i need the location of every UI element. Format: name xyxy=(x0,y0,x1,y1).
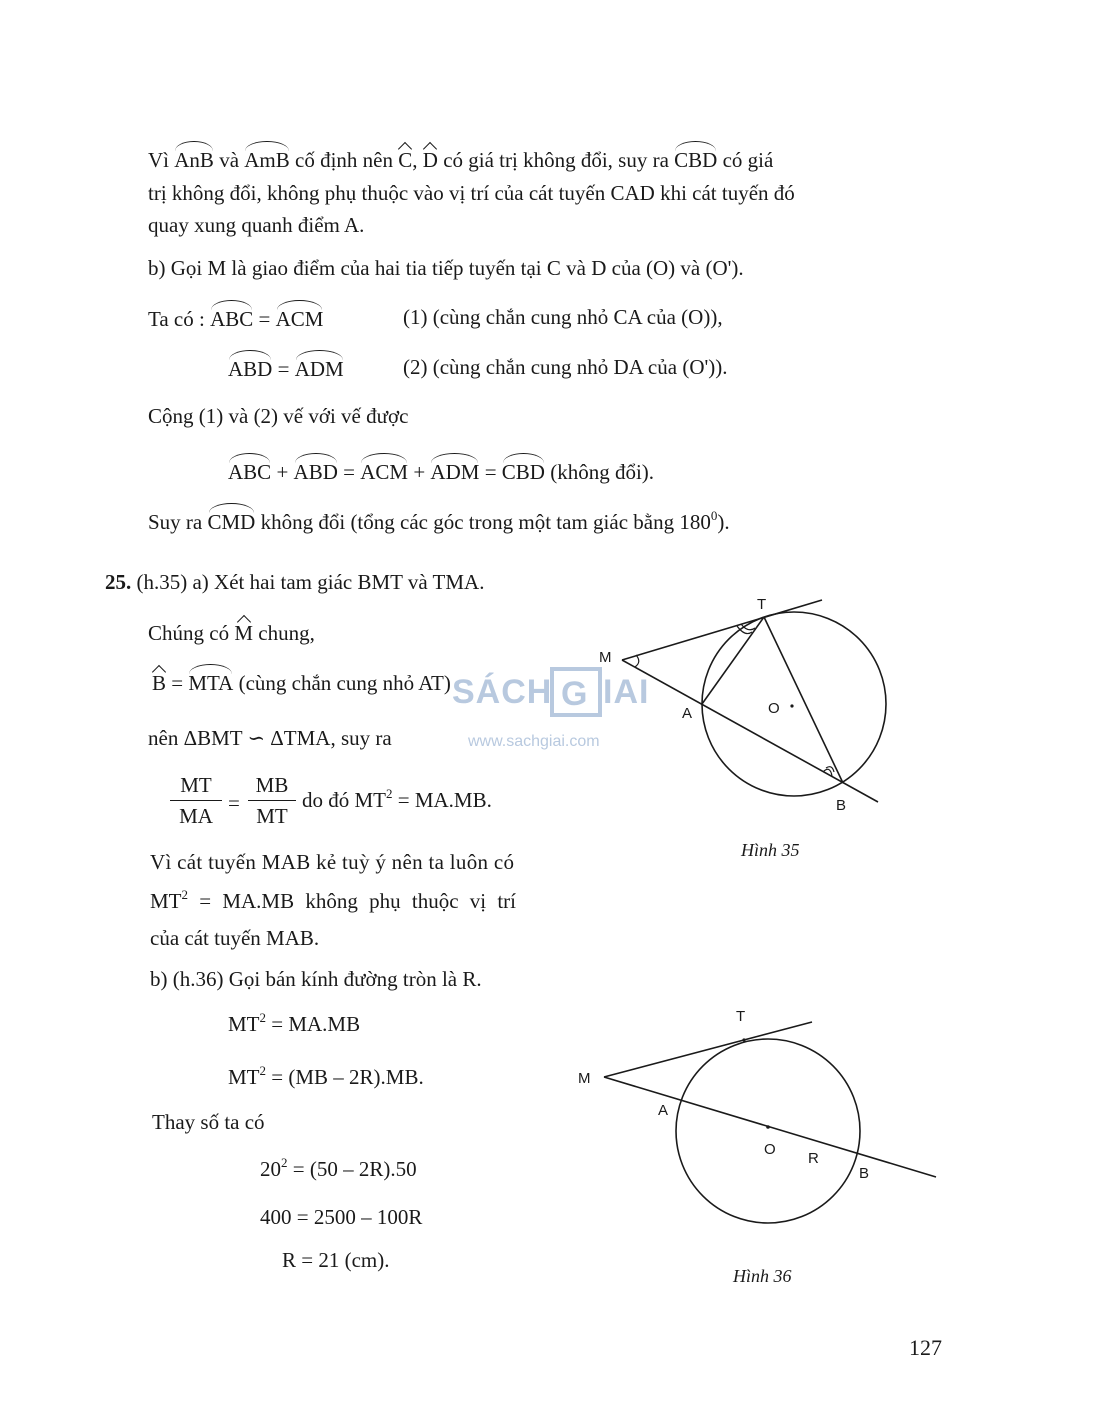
arc-notation: CBD xyxy=(502,453,545,485)
angle-notation: C xyxy=(398,141,412,173)
label-a: A xyxy=(682,705,693,722)
circle-o xyxy=(676,1039,860,1223)
arc-notation: ACM xyxy=(276,300,324,332)
label-o: O xyxy=(764,1141,776,1158)
equation-line: R = 21 (cm). xyxy=(282,1248,390,1272)
arc-notation: CMD xyxy=(208,503,256,535)
secant-line xyxy=(604,1077,936,1177)
arc-notation: ACM xyxy=(360,453,408,485)
arc-notation: ABC xyxy=(210,300,253,332)
text-line: Thay số ta có xyxy=(152,1110,265,1134)
page-number: 127 xyxy=(909,1335,942,1360)
equation-line: $MT^2 = MA.MB$ xyxy=(228,1010,361,1036)
arc-notation: ABD xyxy=(228,350,272,382)
tangent-line xyxy=(622,600,822,660)
arc-notation: ABD xyxy=(294,453,338,485)
label-r: R xyxy=(808,1150,819,1167)
text-line: của cát tuyến MAB. xyxy=(150,926,320,950)
arc-notation: MTA xyxy=(188,664,233,696)
text-line: Cộng (1) và (2) vế với vế được xyxy=(148,404,409,428)
arc-notation: AmB xyxy=(244,141,290,173)
arc-notation: ABC xyxy=(228,453,271,485)
label-b: B xyxy=(836,797,847,814)
equation-line: ABC + ABD = ACM + ADM = CBD (không đổi). xyxy=(228,453,654,485)
arc-notation: AnB xyxy=(174,141,214,173)
text-line: $MT^2 = MA.MB$ không phụ thuộc vị trí xyxy=(150,887,517,913)
angle-notation: D xyxy=(423,141,438,173)
figure-36 xyxy=(570,1000,950,1240)
center-dot xyxy=(790,704,793,707)
text-line: quay xung quanh điểm A. xyxy=(148,213,365,237)
equals-sign: = xyxy=(228,791,240,815)
tangent-line xyxy=(604,1022,812,1077)
arc-notation: ADM xyxy=(295,350,344,382)
text-line: Vì AnB và AmB cố định nên C, D có giá trị không đổi, suy ra CBD có giá xyxy=(148,141,942,173)
segment-at xyxy=(702,617,764,704)
figure-36-caption: Hình 36 xyxy=(733,1266,792,1286)
text-line: Chúng có M chung, xyxy=(148,614,315,646)
label-b: B xyxy=(859,1165,870,1182)
problem-heading: 25. (h.35) a) Xét hai tam giác BMT và TMA. xyxy=(105,570,485,594)
label-m: M xyxy=(578,1070,591,1087)
watermark-brand-right: IAI xyxy=(603,673,650,711)
text-line: do đó $MT^2 = MA.MB$. xyxy=(302,786,492,812)
label-a: A xyxy=(658,1102,669,1119)
circle-o xyxy=(702,612,886,796)
arc-notation: CBD xyxy=(674,141,717,173)
label-t: T xyxy=(757,596,767,613)
text-line: b) Gọi M là giao điểm của hai tia tiếp tuyến tại C và D của (O) và (O'). xyxy=(148,256,744,280)
fraction-mt-ma: $\frac{MT}{MA}$ xyxy=(170,772,222,829)
text-line: nên ΔBMT ∽ ΔTMA, suy ra xyxy=(148,726,392,750)
equation-line: $MT^2 = (MB - 2R).MB$. xyxy=(228,1063,424,1089)
watermark xyxy=(440,660,660,755)
label-m: M xyxy=(599,649,612,666)
watermark-brand-left: SÁCH xyxy=(452,673,553,711)
equation-line: 400 = 2500 – 100R xyxy=(260,1205,423,1229)
equation-note: (2) (cùng chắn cung nhỏ DA của (O')). xyxy=(403,355,728,379)
watermark-url: www.sachgiai.com xyxy=(468,733,600,750)
equation-note: (1) (cùng chắn cung nhỏ CA của (O)), xyxy=(403,305,723,329)
secant-line xyxy=(622,660,878,802)
text-line: Vì cát tuyến MAB kẻ tuỳ ý nên ta luôn có xyxy=(150,850,515,874)
figure-35-caption: Hình 35 xyxy=(741,840,800,860)
tangent-point xyxy=(742,1038,745,1041)
label-t: T xyxy=(736,1008,746,1025)
label-o: O xyxy=(768,700,780,717)
text-line: B = MTA (cùng chắn cung nhỏ AT) xyxy=(152,664,451,696)
equation-line: Ta có : ABC = ACM xyxy=(148,300,323,332)
equation-line: ABD = ADM xyxy=(228,350,344,382)
fraction-mb-mt: $\frac{MB}{MT}$ xyxy=(248,772,296,829)
center-dot xyxy=(766,1125,770,1129)
watermark-brand-mid: G xyxy=(561,675,589,713)
angle-notation: M xyxy=(234,614,253,646)
text-line: b) (h.36) Gọi bán kính đường tròn là R. xyxy=(150,967,482,991)
text-line: Suy ra CMD không đổi (tổng các góc trong một tam giác bằng $180^0$). xyxy=(148,503,730,535)
equation-line: $20^2 = (50 - 2R).50$ xyxy=(260,1155,417,1181)
text-line: trị không đổi, không phụ thuộc vào vị trí của cát tuyến CAD khi cát tuyến đó xyxy=(148,181,795,205)
angle-notation: B xyxy=(152,664,166,696)
arc-notation: ADM xyxy=(430,453,479,485)
